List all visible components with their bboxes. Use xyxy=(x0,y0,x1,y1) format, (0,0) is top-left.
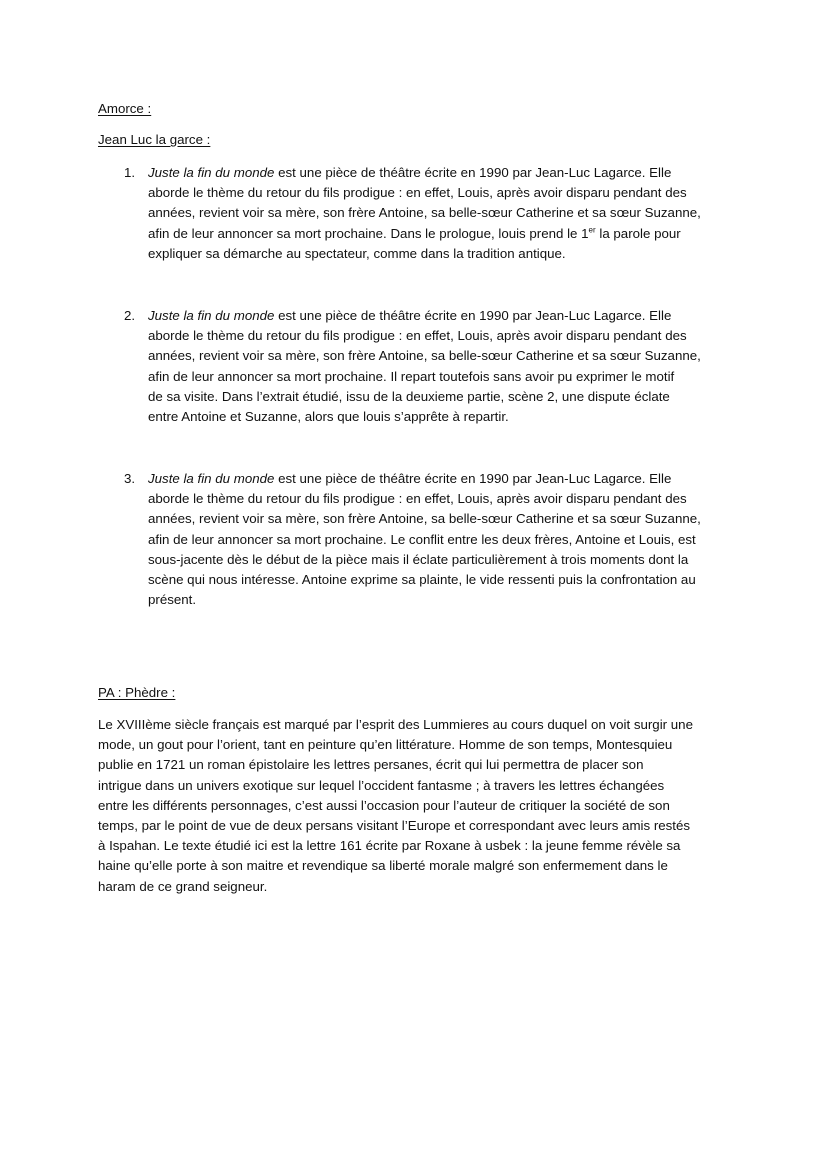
work-title: Juste la fin du monde xyxy=(148,308,275,323)
heading-pa: PA : Phèdre : xyxy=(98,685,176,700)
text-line: haram de ce grand seigneur. xyxy=(98,878,268,894)
text-line xyxy=(148,306,738,326)
text-line: expliquer sa démarche au spectateur, comme dans la tradition antique. xyxy=(148,245,566,261)
text-line: scène qui nous intéresse. Antoine exprime sa plainte, le vide ressenti puis la confrontation au xyxy=(148,571,696,587)
text-line: années, revient voir sa mère, son frère Antoine, sa belle-sœur Catherine et sa sœur Suzanne, xyxy=(148,511,701,527)
heading-author: Jean Luc la garce : xyxy=(98,132,211,147)
paragraph xyxy=(98,715,748,897)
text-line: de sa visite. Dans l’extrait étudié, issu de la deuxieme partie, scène 2, une dispute éclate xyxy=(148,388,670,404)
text-line: à Ispahan. Le texte étudié ici est la lettre 161 écrite par Roxane à usbek : la jeune femme révèle sa xyxy=(98,838,681,854)
list-number: 3. xyxy=(124,471,136,486)
list-number: 2. xyxy=(124,308,136,323)
text-fragment: est une pièce de théâtre écrite en 1990 par Jean-Luc Lagarce. Elle xyxy=(274,471,672,486)
text-line: temps, par le point de vue de deux persans visitant l’Europe et correspondant avec leurs amis restés xyxy=(98,817,691,833)
text-line: afin de leur annoncer sa mort prochaine. Il repart toutefois sans avoir pu exprimer le motif xyxy=(148,368,675,384)
list-item-text xyxy=(148,306,738,427)
text-line: aborde le thème du retour du fils prodigue : en effet, Louis, après avoir disparu pendant des xyxy=(148,491,687,507)
list-item-text xyxy=(148,469,738,610)
text-line: Le XVIIIème siècle français est marqué par l’esprit des Lummieres au cours duquel on voit surgir une xyxy=(98,717,693,732)
text-line: sous-jacente dès le début de la pièce mais il éclate particulièrement à trois moments dont la xyxy=(148,551,689,567)
list-number: 1. xyxy=(124,165,136,180)
superscript: er xyxy=(588,225,596,235)
text-line: mode, un gout pour l’orient, tant en peinture qu’en littérature. Homme de son temps, Montesquieu xyxy=(98,737,673,753)
text-fragment: la parole pour xyxy=(595,225,681,241)
text-line: aborde le thème du retour du fils prodigue : en effet, Louis, après avoir disparu pendant des xyxy=(148,185,687,201)
heading-amorce: Amorce : xyxy=(98,101,152,116)
text-line: intrigue dans un univers exotique sur lequel l’occident fantasme ; à travers les lettres échangées xyxy=(98,777,665,793)
text-fragment: est une pièce de théâtre écrite en 1990 par Jean-Luc Lagarce. Elle xyxy=(274,165,672,180)
text-line xyxy=(148,469,738,489)
text-line xyxy=(148,224,738,244)
work-title: Juste la fin du monde xyxy=(148,471,275,486)
text-line: publie en 1721 un roman épistolaire les lettres persanes, écrit qui lui permettra de placer son xyxy=(98,757,644,773)
text-line: afin de leur annoncer sa mort prochaine. Le conflit entre les deux frères, Antoine et Louis, est xyxy=(148,531,696,547)
list-item-text xyxy=(148,163,738,264)
text-line: années, revient voir sa mère, son frère Antoine, sa belle-sœur Catherine et sa sœur Suzanne, xyxy=(148,205,701,221)
text-fragment: afin de leur annoncer sa mort prochaine. Dans le prologue, louis prend le 1 xyxy=(148,225,589,241)
text-line: haine qu’elle porte à son maitre et revendique sa liberté morale malgré son enfermement dans le xyxy=(98,858,668,874)
text-line: entre Antoine et Suzanne, alors que louis s’apprête à repartir. xyxy=(148,408,509,424)
text-line: entre les différents personnages, c’est aussi l’occasion pour l’auteur de critiquer la société de son xyxy=(98,797,670,813)
text-line: aborde le thème du retour du fils prodigue : en effet, Louis, après avoir disparu pendant des xyxy=(148,328,687,344)
work-title: Juste la fin du monde xyxy=(148,165,275,180)
text-line: années, revient voir sa mère, son frère Antoine, sa belle-sœur Catherine et sa sœur Suzanne, xyxy=(148,348,701,364)
text-fragment: est une pièce de théâtre écrite en 1990 par Jean-Luc Lagarce. Elle xyxy=(274,308,672,323)
text-line: présent. xyxy=(148,592,197,608)
text-line xyxy=(148,163,738,183)
